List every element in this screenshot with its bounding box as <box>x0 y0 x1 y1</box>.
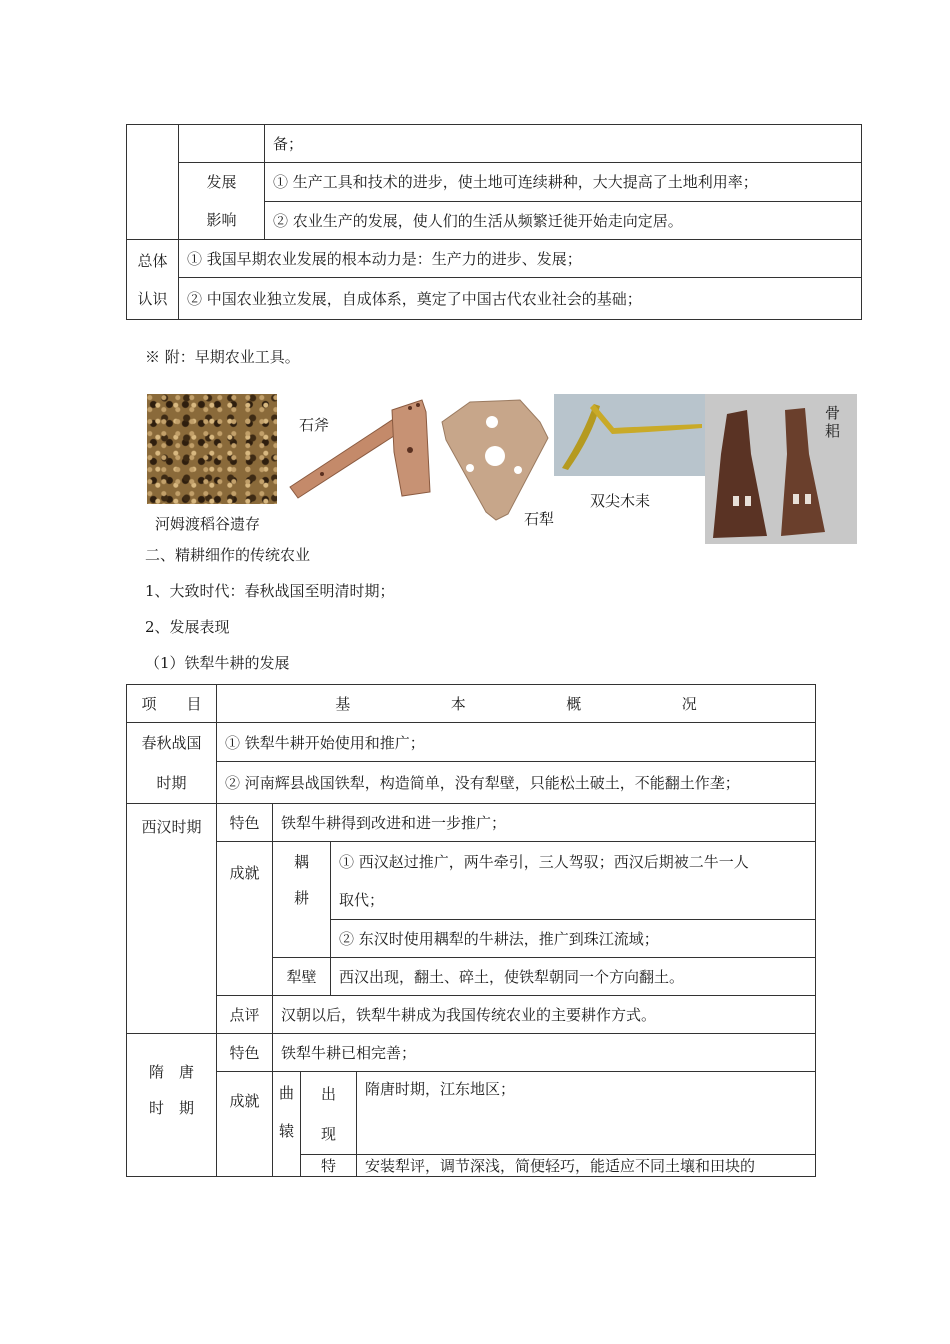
libi-label: 犁壁 <box>273 958 331 996</box>
header-overview: 基 本 概 况 <box>217 685 816 723</box>
table-early-agriculture <box>126 124 862 320</box>
suitang-achievement-label: 成就 <box>217 1072 273 1177</box>
xihan-achievement-label: 成就 <box>217 842 273 996</box>
section-item-1: 1、大致时代：春秋战国至明清时期； <box>145 582 395 600</box>
dev-impact-label: 发展 影响 <box>179 163 265 240</box>
header-item: 项 目 <box>127 685 217 723</box>
comment-text: 汉朝以后，铁犁牛耕成为我国传统农业的主要耕作方式。 <box>273 996 816 1034</box>
stone-plough-image <box>440 398 550 522</box>
overall-item-2: ② 中国农业独立发展，自成体系，奠定了中国古代农业社会的基础； <box>179 278 862 320</box>
blank-cell <box>179 125 265 163</box>
chunqiu-item-2: ② 河南辉县战国铁犁，构造简单，没有犁壁，只能松土破土，不能翻土作垄； <box>217 762 816 804</box>
xihan-feature-label: 特色 <box>217 804 273 842</box>
section-item-2: 2、发展表现 <box>145 618 230 636</box>
chunqiu-item-1: ① 铁犁牛耕开始使用和推广； <box>217 723 816 762</box>
chunqiu-label: 春秋战国 时期 <box>127 723 217 804</box>
ougeng-item-1: ① 西汉赵过推广，两牛牵引，三人驾驭；西汉后期被二牛一人 取代； <box>331 842 816 920</box>
section-item-2-1: （1）铁犁牛耕的发展 <box>145 654 290 672</box>
rice-label: 河姆渡稻谷遗存 <box>155 515 261 533</box>
appear-text: 隋唐时期，江东地区； <box>357 1072 816 1155</box>
overall-item-1: ① 我国早期农业发展的根本动力是：生产力的进步、发展； <box>179 240 862 278</box>
section-heading: 二、精耕细作的传统农业 <box>145 546 311 564</box>
blank-cell <box>127 125 179 240</box>
quyuan-label: 曲 辕 <box>273 1072 301 1177</box>
ougeng-label: 耦 耕 <box>273 842 331 958</box>
stone-axe-image <box>282 392 432 504</box>
suitang-feature-label: 特色 <box>217 1034 273 1072</box>
plough-label: 石犁 <box>524 510 555 528</box>
appendix-note: ※ 附：早期农业工具。 <box>145 348 300 366</box>
continued-text: 备； <box>265 125 862 163</box>
table-iron-plough <box>126 684 816 1177</box>
ougeng-item-2: ② 东汉时使用耦犁的牛耕法，推广到珠江流域； <box>331 920 816 958</box>
axe-label: 石斧 <box>299 416 330 434</box>
te-label: 特 <box>301 1155 357 1177</box>
comment-label: 点评 <box>217 996 273 1034</box>
te-text: 安装犁评，调节深浅，简便轻巧，能适应不同土壤和田块的 <box>357 1155 816 1177</box>
appear-label: 出 现 <box>301 1072 357 1155</box>
xihan-label: 西汉时期 <box>127 804 217 1034</box>
overall-label: 总体 认识 <box>127 240 179 320</box>
dev-item-2: ② 农业生产的发展，使人们的生活从频繁迁徙开始走向定居。 <box>265 201 862 240</box>
bone-spade-image <box>705 394 857 544</box>
dev-item-1: ① 生产工具和技术的进步，使土地可连续耕种，大大提高了土地利用率； <box>265 163 862 202</box>
wooden-spade-image <box>554 394 706 476</box>
spade-label: 双尖木耒 <box>590 492 651 510</box>
xihan-feature: 铁犁牛耕得到改进和进一步推广； <box>273 804 816 842</box>
bone-label: 骨耜 <box>825 404 841 440</box>
rice-remains-image <box>147 394 277 504</box>
suitang-feature: 铁犁牛耕已相完善； <box>273 1034 816 1072</box>
suitang-label: 隋 唐 时 期 <box>127 1034 217 1177</box>
libi-text: 西汉出现，翻土、碎土，使铁犁朝同一个方向翻土。 <box>331 958 816 996</box>
